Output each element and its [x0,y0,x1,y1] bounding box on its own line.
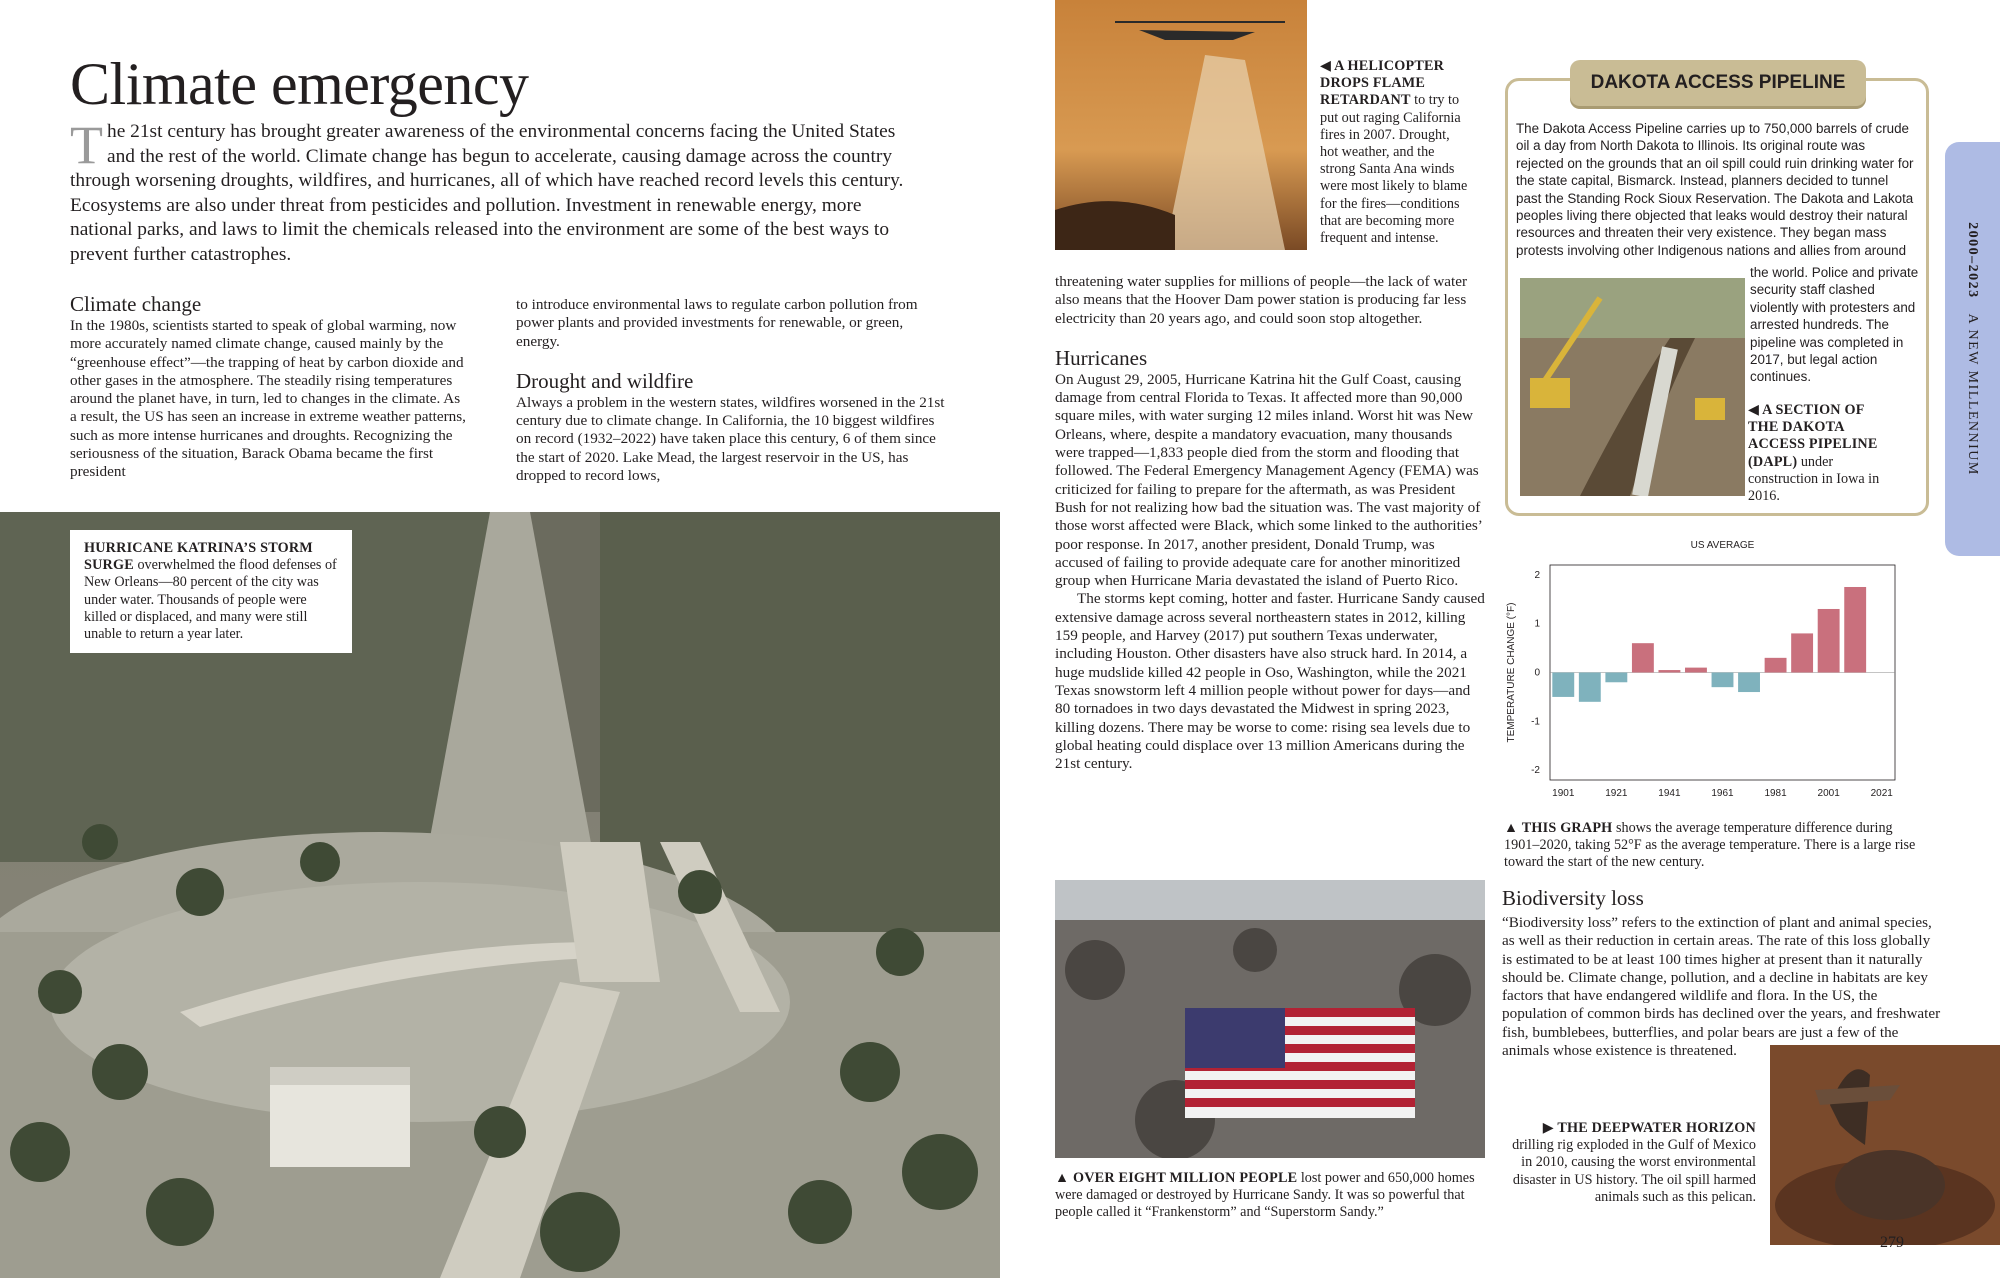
pipeline-photo [1520,278,1745,496]
y-tick-label: -1 [1531,716,1540,728]
y-axis-label: TEMPERATURE CHANGE (°F) [1506,602,1517,743]
chart-bar [1658,670,1680,672]
biodiversity-heading: Biodiversity loss [1502,886,1644,910]
y-tick-label: 2 [1534,569,1540,581]
chart-bar [1552,673,1574,697]
pipeline-construction-image [1520,278,1745,496]
biodiversity-text: “Biodiversity loss” refers to the extinction of plant and animal species, as well as their reduction in certain areas. The rate of this loss globally is estimated to be at least 100 times higher at present than it naturally should be. Climate change, pollution, and a decline in habitats are key factors that have endangered wildlife and flora. In the US, the population of common birds has declined over the years, and freshwater fish, bumblebees, butterflies, and polar bears are just a few of the animals whose existence is threatened. [1502,914,1941,1060]
helicopter-caption-block [1320,58,1470,247]
dakota-sidebar-text-continued-block [1750,264,1920,386]
katrina-caption-box [70,530,352,653]
chart-caption-head: ▲ THIS GRAPH [1504,820,1613,836]
pelican-caption-block [1506,1120,1756,1206]
hurricanes-text-2: The storms kept coming, hotter and faster. Hurricane Sandy caused extensive damage across several northeastern states in 2012, killing 159 people, and Harvey (2017) put southern Texas underwater, including Houston. Other disasters have also struck hard. In 2014, a huge mudslide killed 42 people in Oso, Washington, while the 2021 Texas snowstorm left 4 million people without power for days—and 80 tornadoes in two days devastated the Midwest in spring 2023, killing dozens. There may be worse to come: rising sea levels due to global heating could displace over 13 million Americans during the 21st century. [1055,590,1485,773]
intro-paragraph [70,115,920,267]
katrina-caption [84,540,338,643]
chart-caption-block [1504,820,1924,872]
climate-change-section [70,292,470,482]
pipeline-caption [1748,402,1898,505]
x-tick-label: 2001 [1817,788,1840,799]
temperature-chart [1500,530,1910,815]
chart-bar [1738,673,1760,693]
intro-text: he 21st century has brought greater awareness of the environmental concerns facing the United States and the rest of the world. Climate change has begun to accelerate, causing damage across the country through worsening droughts, wildfires, and hurricanes, all of which have reached record levels this century. Ecosystems are also under threat from pesticides and pollution. Investment in renewable energy, more national parks, and laws to limit the chemicals released into the environment are some of the best ways to prevent further catastrophes. [70,121,904,265]
drop-cap: T [70,115,103,175]
x-tick-label: 1961 [1711,788,1734,799]
flag-in-rubble-image [1055,880,1485,1158]
chart-caption-text: shows the average temperature difference during 1901–2020, taking 52°F as the average temperature. There is a large rise toward the start of the new century. [1504,820,1916,871]
drought-heading: Drought and wildfire [516,368,694,393]
chapter-name: A NEW MILLENNIUM [1965,313,1980,476]
page-number: 279 [1880,1234,1904,1251]
x-tick-label: 1901 [1552,788,1575,799]
chart-bar [1791,633,1813,672]
y-tick-label: 1 [1534,618,1540,630]
y-tick-label: -2 [1531,765,1540,777]
chapter-years: 2000–2023 [1965,222,1980,299]
pelican-photo [1770,1045,2000,1245]
sandy-photo [1055,880,1485,1158]
chart-caption [1504,820,1924,872]
pelican-caption [1506,1120,1756,1206]
climate-change-text-continued: to introduce environmental laws to regulate carbon pollution from power plants and provided investments for renewable, or green, energy. [516,296,918,350]
x-tick-label: 2021 [1870,788,1893,799]
helicopter-caption-text: to try to put out raging California fires in 2007. Drought, hot weather, and the strong Santa Ana winds were most likely to blame for the fires—conditions that are becoming more frequent and intense. [1320,92,1468,247]
chart-bar [1685,668,1707,673]
dakota-sidebar-title: DAKOTA ACCESS PIPELINE [1570,60,1866,106]
oiled-pelican-image [1770,1045,2000,1245]
hurricanes-section [1055,273,1485,773]
hurricanes-text: On August 29, 2005, Hurricane Katrina hit the Gulf Coast, causing damage from central Florida to Texas. It affected more than 90,000 square miles, with water surging 12 miles inland. Worst hit was New Orleans, where, despite a mandatory evacuation, many thousands were trapped—1,833 people died from the storm and flooding that followed. The Federal Emergency Management Agency (FEMA) was criticized for failing to prepare for the aftermath, as was President Bush for not realizing how bad the situation was. The vast majority of those worst affected were Black, which some linked to the authorities’ poor response. In 2017, another president, Donald Trump, was accused of failing to provide adequate care for another minoritized group when Hurricane Maria devastated the island of Puerto Rico. [1055,370,1482,590]
dakota-sidebar-text: The Dakota Access Pipeline carries up to 750,000 barrels of crude oil a day from North Dakota to Illinois. Its original route was rejected on the grounds that an oil spill could ruin drinking water for the state capital, Bismarck. Instead, planners decided to tunnel past the Standing Rock Sioux Reservation. The Dakota and Lakota peoples living there objected that leaks would destroy their natural resources and threaten their very existence. They began mass protests involving other Indigenous nations and allies from around [1516,121,1914,258]
sandy-caption [1055,1170,1485,1222]
sandy-caption-text: lost power and 650,000 homes were damaged or destroyed by Hurricane Sandy. It was so powerful that people called it “Frankenstorm” and “Superstorm Sandy.” [1055,1170,1475,1221]
chart-bar [1579,673,1601,702]
helicopter-photo [1055,0,1307,250]
american-flag-icon [1185,1008,1415,1118]
drought-section [516,296,946,485]
katrina-caption-text: overwhelmed the flood defenses of New Orleans—80 percent of the city was under water. Thousands of people were killed or displaced, and many were still unable to return a year later. [84,557,337,643]
biodiversity-section [1502,886,1937,911]
helicopter-image [1055,0,1307,250]
x-tick-label: 1981 [1764,788,1787,799]
pelican-caption-head: ▶ THE DEEPWATER HORIZON [1542,1120,1756,1136]
chart-bar [1818,609,1840,673]
drought-text-continued: threatening water supplies for millions of people—the lack of water also means that the Hoover Dam power station is producing far less electricity than 20 years ago, and could soon stop altogether. [1055,273,1468,327]
pipeline-caption-head: ◀ A SECTION OF THE DAKOTA ACCESS PIPELINE (DAPL) [1748,402,1878,470]
chart-bar [1844,587,1866,673]
x-tick-label: 1941 [1658,788,1681,799]
chapter-side-tab [1945,142,2000,556]
y-tick-label: 0 [1534,667,1540,679]
chart-bar [1605,673,1627,683]
katrina-caption-head: HURRICANE KATRINA’S STORM SURGE [84,540,313,574]
pipeline-caption-text: under construction in Iowa in 2016. [1748,453,1880,505]
pelican-caption-text: drilling rig exploded in the Gulf of Mexico in 2010, causing the worst environmental disaster in US history. The oil spill harmed animals such as this pelican. [1512,1137,1756,1205]
x-tick-label: 1921 [1605,788,1628,799]
hurricanes-heading: Hurricanes [1055,345,1148,370]
chart-bar [1765,658,1787,673]
helicopter-caption [1320,58,1470,247]
pipeline-caption-block [1748,402,1898,505]
drought-text: Always a problem in the western states, wildfires worsened in the 21st century due to climate change. In California, the 10 biggest wildfires on record (1932–2022) have taken place this century, 6 of them since the start of 2020. Lake Mead, the largest reservoir in the US, has dropped to record lows, [516,393,945,485]
climate-change-text: In the 1980s, scientists started to speak of global warming, now more accurately named climate change, caused mainly by the “greenhouse effect”—the trapping of heat by carbon dioxide and other gases in the atmosphere. The steadily rising temperatures around the planet have, in turn, led to changes in the climate. As a result, the US has seen an increase in extreme weather patterns, such as more intense hurricanes and droughts. Recognizing the seriousness of the situation, Barack Obama became the first president [70,317,466,481]
chart-title: US AVERAGE [1690,540,1755,551]
helicopter-caption-head: ◀ A HELICOPTER DROPS FLAME RETARDANT [1320,58,1445,109]
dakota-sidebar-text-continued: the world. Police and private security staff clashed violently with protesters and arrested hundreds. The pipeline was completed in 2017, but legal action continues. [1750,265,1919,385]
page-title: Climate emergency [70,51,529,117]
temperature-chart-svg [1500,530,1910,815]
chapter-side-tab-label [1964,222,1980,476]
chart-bar [1712,673,1734,688]
climate-change-heading: Climate change [70,292,202,316]
dakota-sidebar-text-block [1516,120,1916,259]
chart-bar [1632,643,1654,672]
sandy-caption-head: ▲ OVER EIGHT MILLION PEOPLE [1055,1170,1298,1186]
sandy-caption-block [1055,1170,1485,1222]
